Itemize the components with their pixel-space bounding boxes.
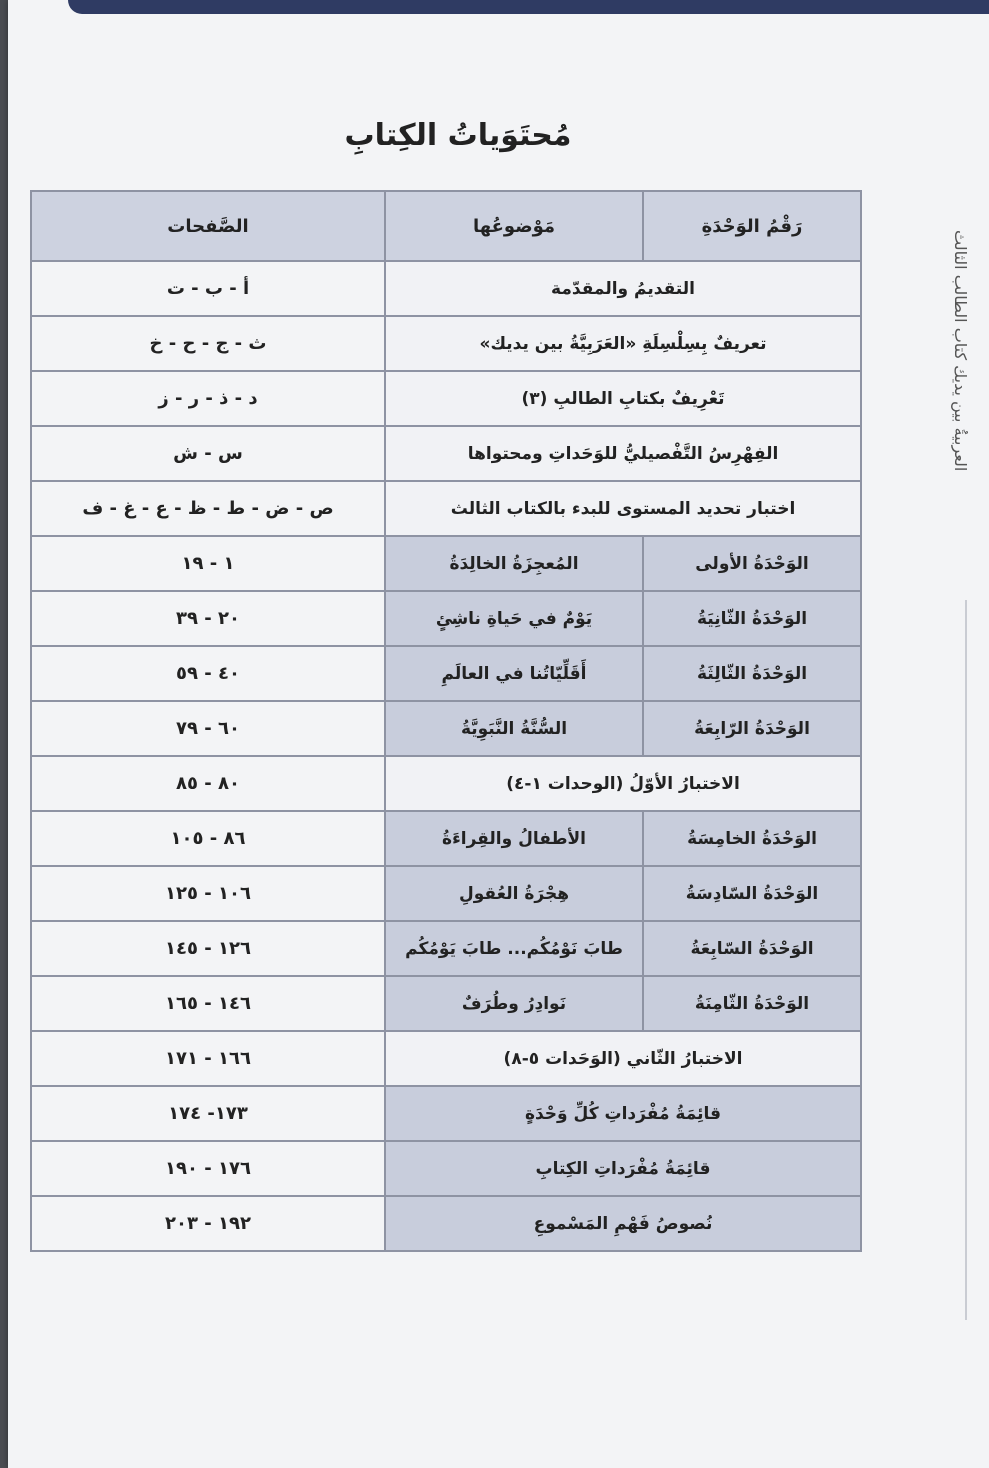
- topic-cell: أَقَلِّيّاتُنا في العالَمِ: [385, 646, 643, 701]
- topic-cell: طابَ نَوْمُكُم... طابَ يَوْمُكُم: [385, 921, 643, 976]
- side-label: [938, 230, 978, 830]
- pages-cell: ث - ج - ح - خ: [31, 316, 385, 371]
- section-title-cell: التقديمُ والمقدّمة: [385, 261, 861, 316]
- topic-cell: المُعجِزَةُ الخالِدَةُ: [385, 536, 643, 591]
- table-row: [31, 316, 861, 371]
- table-row: [31, 536, 861, 591]
- table-row: [31, 371, 861, 426]
- book-page: [8, 0, 989, 1468]
- topic-cell: السُّنَّةُ النَّبَوِيَّةُ: [385, 701, 643, 756]
- contents-table: [30, 190, 862, 1252]
- table-row: [31, 811, 861, 866]
- pages-cell: ١ - ١٩: [31, 536, 385, 591]
- pages-cell: ١٤٦ - ١٦٥: [31, 976, 385, 1031]
- side-label-text: العربيةُ بين يديك كتاب الطالب الثالث: [951, 230, 970, 472]
- pages-cell: د - ذ - ر - ز: [31, 371, 385, 426]
- section-title-cell: قائِمَةُ مُفْرَداتِ كُلِّ وَحْدَةٍ: [385, 1086, 861, 1141]
- section-title-cell: اختبار تحديد المستوى للبدء بالكتاب الثالث: [385, 481, 861, 536]
- topic-cell: نَوادِرُ وطُرَفٌ: [385, 976, 643, 1031]
- pages-cell: س - ش: [31, 426, 385, 481]
- unit-number-cell: الوَحْدَةُ السّابِعَةُ: [643, 921, 861, 976]
- unit-number-cell: الوَحْدَةُ الخامِسَةُ: [643, 811, 861, 866]
- unit-number-cell: الوَحْدَةُ الثّانِيَةُ: [643, 591, 861, 646]
- topic-cell: الأطفالُ والقِراءَةُ: [385, 811, 643, 866]
- pages-cell: ٨٠ - ٨٥: [31, 756, 385, 811]
- page-title: مُحتَوَياتُ الكِتابِ: [344, 118, 572, 153]
- section-title-cell: الفِهْرِسُ التَّفْصيليُّ للوَحَداتِ ومحتواها: [385, 426, 861, 481]
- topic-cell: هِجْرَةُ العُقولِ: [385, 866, 643, 921]
- table-row: [31, 591, 861, 646]
- table-row: [31, 866, 861, 921]
- table-row: [31, 1086, 861, 1141]
- unit-number-cell: الوَحْدَةُ الرّابِعَةُ: [643, 701, 861, 756]
- table-row: [31, 1196, 861, 1251]
- pages-cell: ١٦٦ - ١٧١: [31, 1031, 385, 1086]
- header-pages: الصَّفحات: [31, 191, 385, 261]
- table-row: [31, 1031, 861, 1086]
- unit-number-cell: الوَحْدَةُ الأولى: [643, 536, 861, 591]
- table-row: [31, 261, 861, 316]
- pages-cell: ١٠٦ - ١٢٥: [31, 866, 385, 921]
- table-row: [31, 756, 861, 811]
- table-row: [31, 646, 861, 701]
- unit-number-cell: الوَحْدَةُ الثّالِثَةُ: [643, 646, 861, 701]
- pages-cell: ١٩٢ - ٢٠٣: [31, 1196, 385, 1251]
- table-row: [31, 976, 861, 1031]
- pages-cell: ١٧٣- ١٧٤: [31, 1086, 385, 1141]
- pages-cell: ٤٠ - ٥٩: [31, 646, 385, 701]
- section-title-cell: قائِمَةُ مُفْرَداتِ الكِتابِ: [385, 1141, 861, 1196]
- pages-cell: أ - ب - ت: [31, 261, 385, 316]
- pages-cell: ٢٠ - ٣٩: [31, 591, 385, 646]
- side-divider-line: [965, 600, 967, 1320]
- unit-number-cell: الوَحْدَةُ السّادِسَةُ: [643, 866, 861, 921]
- header-topic: مَوْضوعُها: [385, 191, 643, 261]
- pages-cell: ص - ض - ط - ظ - ع - غ - ف: [31, 481, 385, 536]
- section-title-cell: الاختبارُ الأوّلُ (الوحدات ١-٤): [385, 756, 861, 811]
- pages-cell: ٨٦ - ١٠٥: [31, 811, 385, 866]
- unit-number-cell: الوَحْدَةُ الثّامِنَةُ: [643, 976, 861, 1031]
- header-unit-number: رَقْمُ الوَحْدَةِ: [643, 191, 861, 261]
- table-row: [31, 426, 861, 481]
- table-row: [31, 481, 861, 536]
- topic-cell: يَوْمٌ في حَياةِ ناشِئٍ: [385, 591, 643, 646]
- section-title-cell: الاختبارُ الثّاني (الوَحَدات ٥-٨): [385, 1031, 861, 1086]
- table-row: [31, 701, 861, 756]
- pages-cell: ١٧٦ - ١٩٠: [31, 1141, 385, 1196]
- section-title-cell: نُصوصُ فَهْمِ المَسْموعِ: [385, 1196, 861, 1251]
- pages-cell: ٦٠ - ٧٩: [31, 701, 385, 756]
- section-title-cell: تعريفٌ بِسِلْسِلَةِ «العَرَبِيَّةُ بين يديك»: [385, 316, 861, 371]
- pages-cell: ١٢٦ - ١٤٥: [31, 921, 385, 976]
- section-title-cell: تَعْرِيفٌ بكتابِ الطالبِ (٣): [385, 371, 861, 426]
- table-row: [31, 921, 861, 976]
- table-body: [31, 261, 861, 1251]
- table-row: [31, 1141, 861, 1196]
- table-header-row: [31, 191, 861, 261]
- top-color-band: [68, 0, 989, 14]
